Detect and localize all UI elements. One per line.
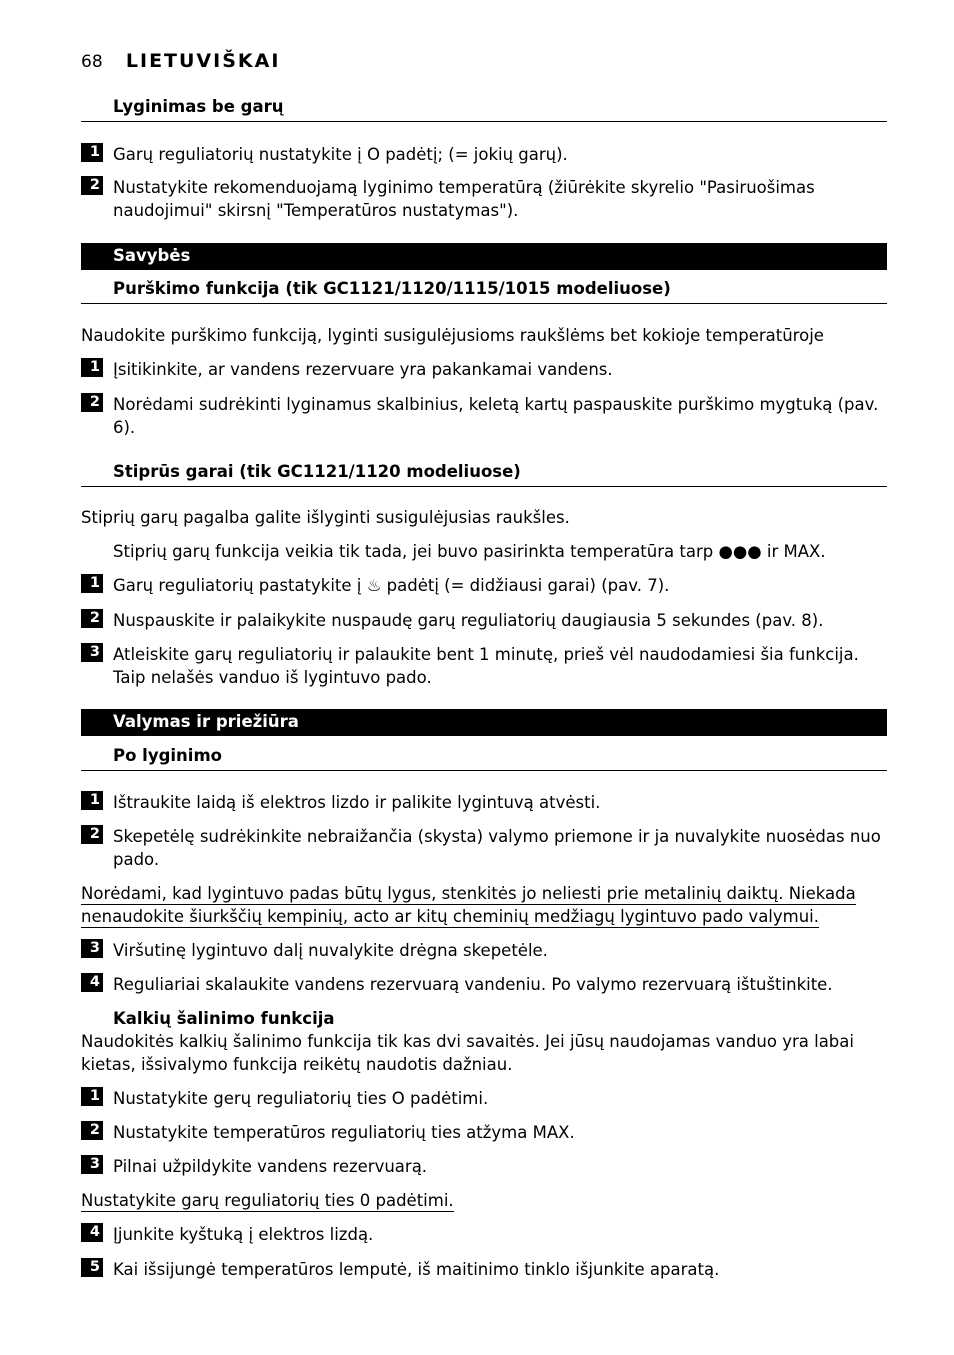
- step-text: Įjunkite kyštuką į elektros lizdą.: [113, 1225, 374, 1244]
- step-number: 3: [81, 1155, 103, 1174]
- step-number: 3: [81, 939, 103, 958]
- warning-text: [81, 882, 887, 928]
- list-item: [81, 1121, 887, 1144]
- list-item: [81, 176, 887, 222]
- section-band-features: Savybės: [81, 243, 887, 270]
- section-title-spray: Purškimo funkcija (tik GC1121/1120/1115/1015 modeliuose): [81, 278, 887, 304]
- list-item: [81, 791, 887, 814]
- list-item: [81, 939, 887, 962]
- step-number: 2: [81, 825, 103, 844]
- step-text: Kai išsijungė temperatūros lemputė, iš maitinimo tinklo išjunkite aparatą.: [113, 1260, 720, 1279]
- page-header: [81, 50, 280, 74]
- step-number: 4: [81, 973, 103, 992]
- step-text: Nustatykite rekomenduojamą lyginimo temperatūrą (žiūrėkite skyrelio "Pasiruošimas naudojimui" skirsnį "Temperatūros nustatymas").: [113, 178, 815, 220]
- step-number: 1: [81, 143, 103, 162]
- step-number: 3: [81, 643, 103, 662]
- steam-intro: Stiprių garų pagalba galite išlyginti susigulėjusias raukšles.: [81, 508, 570, 527]
- section-title-steam: Stiprūs garai (tik GC1121/1120 modeliuose): [81, 461, 887, 487]
- section-title-descale: Kalkių šalinimo funkcija: [113, 1009, 335, 1028]
- list-item: [81, 1087, 887, 1110]
- list-item: [81, 825, 887, 871]
- step-text: Norėdami sudrėkinti lyginamus skalbinius, keletą kartų paspauskite purškimo mygtuką (pav. 6).: [113, 395, 879, 437]
- step-text: Įsitikinkite, ar vandens rezervuare yra pakankamai vandens.: [113, 360, 613, 379]
- warning-line: Norėdami, kad lygintuvo padas būtų lygus, stenkitės jo neliesti prie metalinių daiktų. Niekada: [81, 884, 856, 903]
- warning-text: [81, 1189, 887, 1212]
- step-number: 1: [81, 1087, 103, 1106]
- steam-note: Stiprių garų funkcija veikia tik tada, jei buvo pasirinkta temperatūra tarp ●●● ir MAX.: [113, 542, 826, 561]
- step-text: Nustatykite temperatūros reguliatorių ties atžyma MAX.: [113, 1123, 575, 1142]
- step-number: 1: [81, 358, 103, 377]
- step-number: 2: [81, 393, 103, 412]
- language-title: LIETUVIŠKAI: [125, 50, 281, 72]
- list-item: [81, 643, 887, 689]
- step-text: Nustatykite gerų reguliatorių ties O padėtimi.: [113, 1089, 489, 1108]
- section-title-no-steam: Lyginimas be garų: [81, 96, 887, 122]
- step-text: Atleiskite garų reguliatorių ir palaukite bent 1 minutę, prieš vėl naudodamiesi šia funkcija. Taip nelašės vanduo iš lygintuvo pado.: [113, 645, 859, 687]
- list-item: [81, 393, 887, 439]
- list-item: [81, 1223, 887, 1246]
- spray-intro: Naudokite purškimo funkciją, lyginti susigulėjusioms raukšlėms bet kokioje temperatūroje: [81, 326, 824, 345]
- list-item: [81, 358, 887, 381]
- list-item: [81, 973, 887, 996]
- step-text: Skepetėlę sudrėkinkite nebraižančia (skysta) valymo priemone ir ja nuvalykite nuosėdas nuo pado.: [113, 827, 881, 869]
- step-text: Nuspauskite ir palaikykite nuspaudę garų reguliatorių daugiausia 5 sekundes (pav. 8).: [113, 611, 824, 630]
- step-number: 1: [81, 574, 103, 593]
- step-text: Reguliariai skalaukite vandens rezervuarą vandeniu. Po valymo rezervuarą ištuštinkite.: [113, 975, 833, 994]
- step-text: Ištraukite laidą iš elektros lizdo ir palikite lygintuvą atvėsti.: [113, 793, 601, 812]
- step-text: Garų reguliatorių nustatykite į O padėtį; (= jokių garų).: [113, 145, 568, 164]
- page-number: 68: [81, 52, 103, 72]
- list-item: [81, 1155, 887, 1178]
- section-title-after-ironing: Po lyginimo: [81, 745, 887, 771]
- section-band-cleaning: Valymas ir priežiūra: [81, 709, 887, 736]
- step-number: 2: [81, 1121, 103, 1140]
- step-number: 5: [81, 1258, 103, 1277]
- descale-intro: Naudokitės kalkių šalinimo funkcija tik kas dvi savaitės. Jei jūsų naudojamas vanduo yra labai kietas, išsivalymo funkcija reikėtų naudotis dažniau.: [81, 1032, 854, 1074]
- list-item: [81, 143, 887, 166]
- list-item: [81, 609, 887, 632]
- step-number: 2: [81, 609, 103, 628]
- list-item: [81, 1258, 887, 1281]
- warning-line: Nustatykite garų reguliatorių ties 0 padėtimi.: [81, 1191, 454, 1210]
- step-number: 1: [81, 791, 103, 810]
- step-text: Viršutinę lygintuvo dalį nuvalykite drėgna skepetėle.: [113, 941, 548, 960]
- warning-line: nenaudokite šiurkščių kempinių, acto ar kitų cheminių medžiagų lygintuvo pado valymui.: [81, 907, 820, 926]
- step-number: 4: [81, 1223, 103, 1242]
- list-item: [81, 574, 887, 597]
- step-number: 2: [81, 176, 103, 195]
- step-text: Pilnai užpildykite vandens rezervuarą.: [113, 1157, 428, 1176]
- step-text: Garų reguliatorių pastatykite į ♨ padėtį (= didžiausi garai) (pav. 7).: [113, 576, 670, 595]
